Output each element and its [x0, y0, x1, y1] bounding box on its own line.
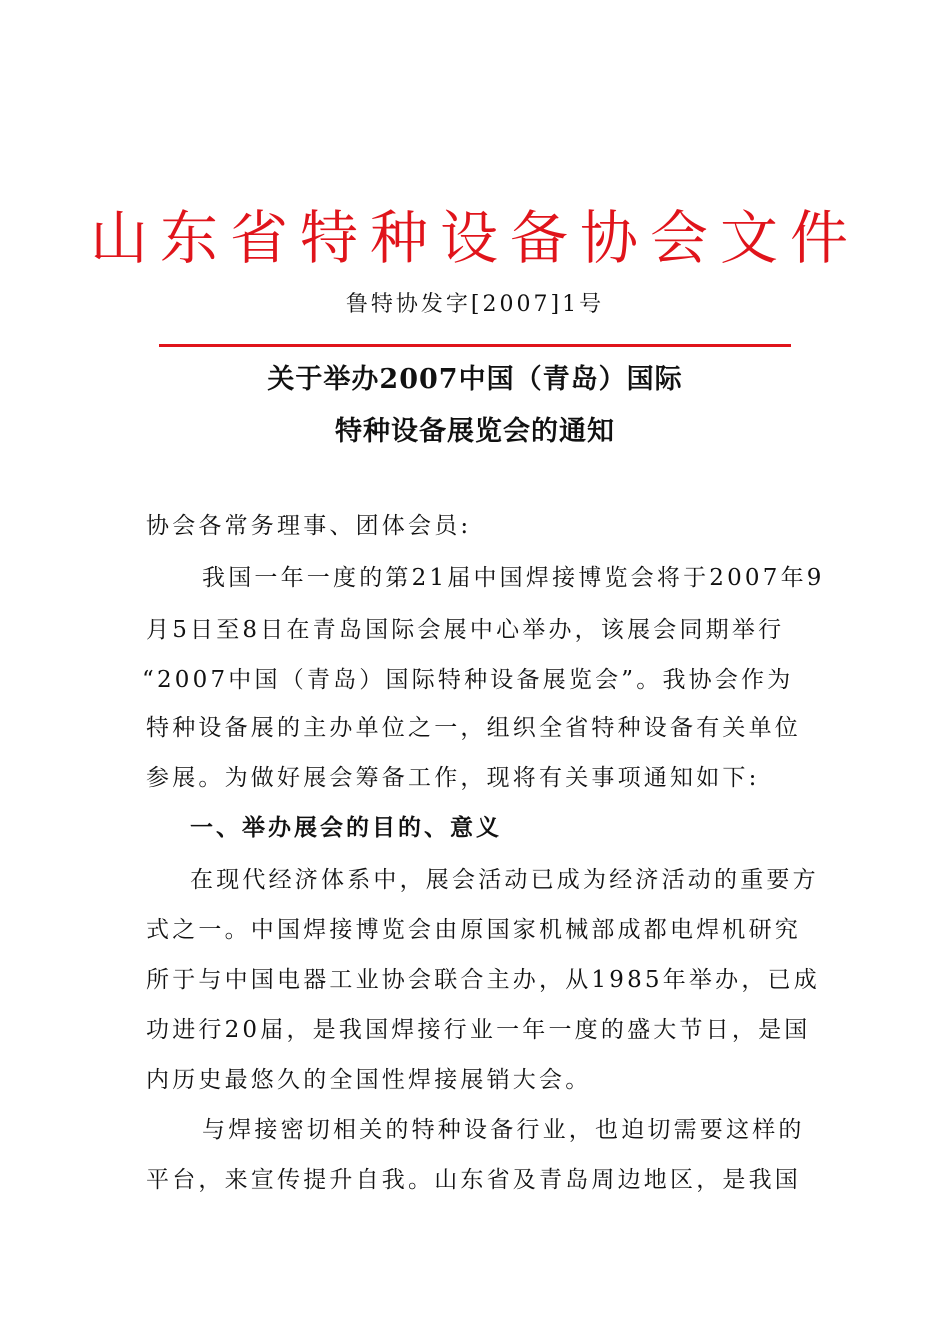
paragraph-3-line: 平台，来宣传提升自我。山东省及青岛周边地区，是我国: [146, 1167, 801, 1193]
paragraph-2-line: 在现代经济体系中，展会活动已成为经济活动的重要方: [190, 867, 819, 893]
paragraph-2-line: 内历史最悠久的全国性焊接展销大会。: [146, 1067, 592, 1093]
paragraph-3-line: 与焊接密切相关的特种设备行业，也迫切需要这样的: [202, 1117, 805, 1143]
paragraph-1-line: “2007中国（青岛）国际特种设备展览会”。我协会作为: [142, 667, 794, 693]
paragraph-2-line: 所于与中国电器工业协会联合主办，从1985年举办，已成: [146, 967, 820, 993]
paragraph-1-line: 参展。为做好展会筹备工作，现将有关事项通知如下:: [146, 765, 760, 791]
red-separator-line: [159, 344, 791, 347]
paragraph-2-line: 式之一。中国焊接博览会由原国家机械部成都电焊机研究: [146, 917, 801, 943]
notice-title-line-1: 关于举办2007中国（青岛）国际: [267, 364, 683, 395]
document-number: 鲁特协发字[2007]1号: [345, 292, 605, 317]
salutation: 协会各常务理事、团体会员:: [146, 513, 472, 539]
section-heading: 一、举办展会的目的、意义: [190, 814, 502, 841]
notice-title-line-2: 特种设备展览会的通知: [335, 416, 615, 447]
paragraph-2-line: 功进行20届，是我国焊接行业一年一度的盛大节日，是国: [146, 1017, 811, 1043]
paragraph-1-line: 月5日至8日在青岛国际会展中心举办，该展会同期举行: [146, 617, 785, 643]
paragraph-1-line: 特种设备展的主办单位之一，组织全省特种设备有关单位: [146, 715, 801, 741]
issuing-organization-title: 山东省特种设备协会文件: [89, 204, 860, 272]
paragraph-1-line: 我国一年一度的第21届中国焊接博览会将于2007年9: [202, 565, 825, 591]
